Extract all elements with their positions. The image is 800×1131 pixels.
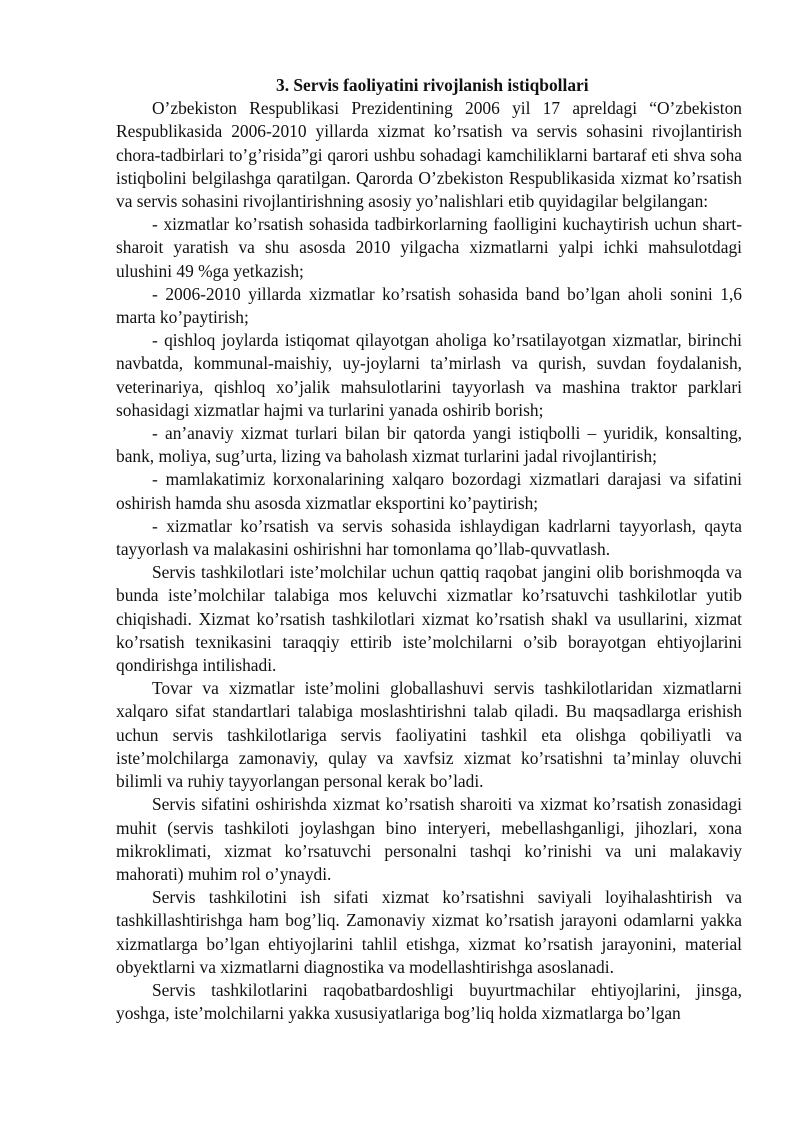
section-heading: 3. Servis faoliyatini rivojlanish istiqbollari <box>276 75 589 95</box>
list-item: - xizmatlar ko’rsatish va servis sohasida ishlaydigan kadrlarni tayyorlash, qayta tayyorlash va malakasini oshirishni har tomonlama qo’llab-quvvatlash. <box>116 515 742 560</box>
paragraph: Servis sifatini oshirishda xizmat ko’rsatish sharoiti va xizmat ko’rsatish zonasidagi muhit (servis tashkiloti joylashgan bino interyeri, mebellashganligi, jihozlari, xona mikroklimati, xizmat ko’rsatuvchi personalni tashqi ko’rinishi va uni malakaviy mahorati) muhim rol o’ynaydi. <box>116 794 742 884</box>
list-item: - 2006-2010 yillarda xizmatlar ko’rsatish sohasida band bo’lgan aholi sonini 1,6 marta ko’paytirish; <box>116 283 742 328</box>
paragraph: Tovar va xizmatlar iste’molini globallashuvi servis tashkilotlaridan xizmatlarni xalqaro sifat standartlari talabiga moslashtirishni talab qiladi. Bu maqsadlarga erishish uchun servis tashkilotlariga servis faoliyatini tashkil eta olishga qobiliyatli va iste’molchilarga zamonaviy, qulay va xavfsiz xizmat ko’rsatishni ta’minlay oluvchi bilimli va ruhiy tayyorlangan personal kerak bo’ladi. <box>116 678 742 792</box>
list-item: - an’anaviy xizmat turlari bilan bir qatorda yangi istiqbolli – yuridik, konsalting, bank, moliya, sug’urta, lizing va baholash xizmat turlarini jadal rivojlantirish; <box>116 423 742 467</box>
paragraph: Servis tashkilotini ish sifati xizmat ko’rsatishni saviyali loyihalashtirish va tashkillashtirishga ham bog’liq. Zamonaviy xizmat ko’rsatish jarayoni odamlarni yakka xizmatlarga bo’lgan ehtiyojlarini tahlil etishga, xizmat ko’rsatish jarayonini, material obyektlarni va xizmatlarni diagnostika va modellashtirishga asoslanadi. <box>116 887 742 977</box>
list-item: - mamlakatimiz korxonalarining xalqaro bozordagi xizmatlari darajasi va sifatini oshirish hamda shu asosda xizmatlar eksportini ko’paytirish; <box>116 469 742 513</box>
paragraph: Servis tashkilotlari iste’molchilar uchun qattiq raqobat jangini olib borishmoqda va bunda iste’molchilar talabiga mos keluvchi xizmatlar ko’rsatuvchi tashkilotlar yutib chiqishadi. Xizmat ko’rsatish tashkilotlari xizmat ko’rsatish shakl va usullarini, xizmat ko’rsatish texnikasini taraqqiy ettirib iste’molchilarni o’sib borayotgan ehtiyojlarini qondirishga intilishadi. <box>116 562 742 676</box>
list-item: - qishloq joylarda istiqomat qilayotgan aholiga ko’rsatilayotgan xizmatlar, birinchi navbatda, kommunal-maishiy, uy-joylarni ta’mirlash va qurish, suvdan foydalanish, veterinariya, qishloq xo’jalik mahsulotlarini tayyorlash va mashina traktor parklari sohasidagi xizmatlar hajmi va turlarini yanada oshirib borish; <box>116 330 742 420</box>
list-item: - xizmatlar ko’rsatish sohasida tadbirkorlarning faolligini kuchaytirish uchun shart-sharoit yaratish va shu asosda 2010 yilgacha xizmatlarni yalpi ichki mahsulotdagi ulushini 49 %ga yetkazish; <box>116 214 742 281</box>
paragraph: O’zbekiston Respublikasi Prezidentining 2006 yil 17 apreldagi “O’zbekiston Respublikasida 2006-2010 yillarda xizmat ko’rsatish va servis sohasini rivojlantirish chora-tadbirlari to’g’risida”gi qarori ushbu sohadagi kamchiliklarni bartaraf eti shva soha istiqbolini belgilashga qaratilgan. Qarorda O’zbekiston Respublikasida xizmat ko’rsatish va servis sohasini rivojlantirishning asosiy yo’nalishlari etib quyidagilar belgilangan: <box>116 98 742 212</box>
paragraph: Servis tashkilotlarini raqobatbardoshligi buyurtmachilar ehtiyojlarini, jinsga, yoshga, iste’molchilarni yakka xususiyatlariga bog’liq holda xizmatlarga bo’lgan <box>116 979 742 1024</box>
